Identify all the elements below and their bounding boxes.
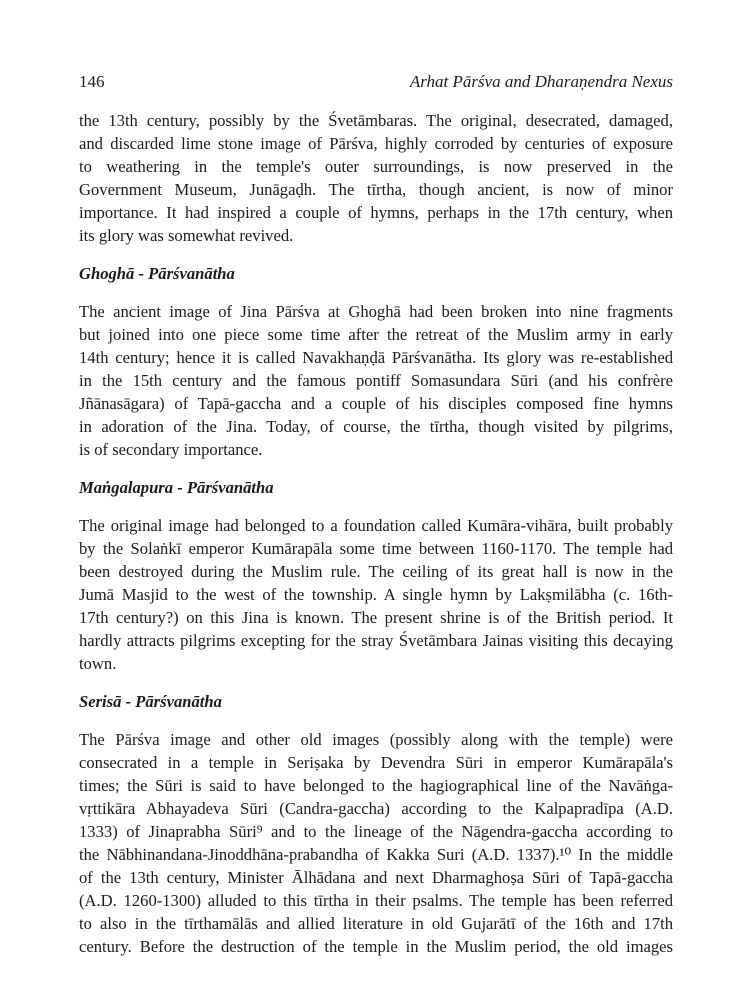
text-line: times; the Sūri is said to have belonged to the hagiographical line of the Navāṅga- — [79, 776, 673, 795]
text-line: consecrated in a temple in Seriṣaka by Devendra Sūri in emperor Kumārapāla's — [79, 753, 673, 772]
text-line: Government Museum, Junāgaḍh. The tīrtha, though ancient, is now of minor — [79, 180, 673, 199]
page-number: 146 — [79, 72, 105, 91]
running-head: Arhat Pārśva and Dharaṇendra Nexus — [409, 72, 673, 91]
text-line: the Nābhinandana-Jinoddhāna-prabandha of Kakka Suri (A.D. 1337).¹⁰ In the middle — [79, 845, 673, 864]
text-line: in the 15th century and the famous pontiff Somasundara Sūri (and his confrère — [79, 371, 673, 390]
text-line: is of secondary importance. — [79, 440, 263, 459]
text-line: importance. It had inspired a couple of hymns, perhaps in the 17th century, when — [79, 203, 673, 222]
text-line: to also in the tīrthamālās and allied literature in old Gujarātī of the 16th and 17th — [79, 914, 673, 933]
text-line: Jñānasāgara) of Tapā-gaccha and a couple of his disciples composed fine hymns — [79, 394, 673, 413]
text-line: 14th century; hence it is called Navakhaṇḍā Pārśvanātha. Its glory was re-established — [79, 348, 673, 367]
text-line: 1333) of Jinaprabha Sūri⁹ and to the lineage of the Nāgendra-gaccha according to — [79, 822, 673, 841]
text-line: been destroyed during the Muslim rule. The ceiling of its great hall is now in the — [79, 562, 673, 581]
text-line: century. Before the destruction of the temple in the Muslim period, the old images — [79, 937, 673, 956]
text-line: in adoration of the Jina. Today, of course, the tīrtha, though visited by pilgrims, — [79, 417, 673, 436]
text-line: to weathering in the temple's outer surroundings, is now preserved in the — [79, 157, 673, 176]
text-line: but joined into one piece some time after the retreat of the Muslim army in early — [79, 325, 673, 344]
text-line: town. — [79, 654, 117, 673]
section-heading-serisa: Serisā - Pārśvanātha — [79, 692, 222, 711]
text-line: its glory was somewhat revived. — [79, 226, 294, 245]
text-line: vṛttikāra Abhayadeva Sūri (Candra-gaccha) according to the Kalpapradīpa (A.D. — [79, 799, 673, 818]
section-heading-ghogha: Ghoghā - Pārśvanātha — [79, 264, 235, 283]
text-line: Jumā Masjid to the west of the township. A single hymn by Lakṣmilābha (c. 16th- — [79, 585, 673, 604]
text-line: and discarded lime stone image of Pārśva, highly corroded by centuries of exposure — [79, 134, 673, 153]
section-heading-mangalapura: Maṅgalapura - Pārśvanātha — [79, 478, 274, 497]
text-line: of the 13th century, Minister Ālhādana and next Dharmaghoṣa Sūri of Tapā-gaccha — [79, 868, 673, 887]
text-line: hardly attracts pilgrims excepting for the stray Śvetāmbara Jainas visiting this decaying — [79, 631, 673, 650]
text-line: The ancient image of Jina Pārśva at Ghoghā had been broken into nine fragments — [79, 302, 673, 321]
text-line: 17th century?) on this Jina is known. The present shrine is of the British period. It — [79, 608, 673, 627]
page-header — [79, 72, 673, 94]
text-line: The original image had belonged to a foundation called Kumāra-vihāra, built probably — [79, 516, 673, 535]
text-line: the 13th century, possibly by the Śvetāmbaras. The original, desecrated, damaged, — [79, 111, 673, 130]
text-line: The Pārśva image and other old images (possibly along with the temple) were — [79, 730, 673, 749]
text-line: (A.D. 1260-1300) alluded to this tīrtha in their psalms. The temple has been referred — [79, 891, 673, 910]
text-line: by the Solaṅkī emperor Kumārapāla some time between 1160-1170. The temple had — [79, 539, 673, 558]
